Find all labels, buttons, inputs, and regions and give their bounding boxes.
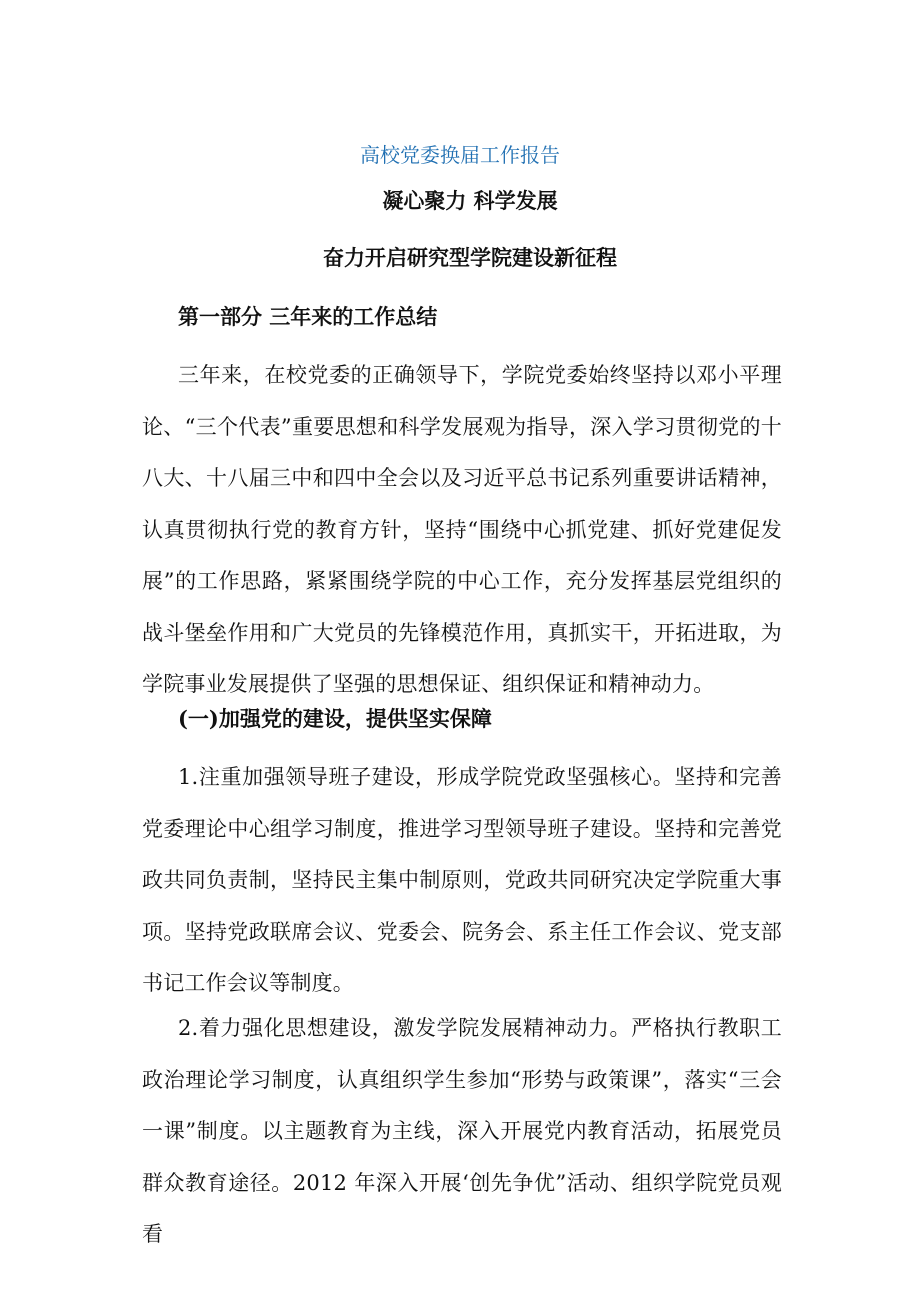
paragraph-ideology: 2.着力强化思想建设，激发学院发展精神动力。严格执行教职工政治理论学习制度，认真组织学生参加“形势与政策课”，落实“三会一课”制度。以主题教育为主线，深入开展党内教育活动，拓展党员群众教育途径。2012 年深入开展‘创先争优”活动、组织学院党员观看 <box>142 1016 782 1246</box>
paragraph-leadership: 1.注重加强领导班子建设，形成学院党政坚强核心。坚持和完善党委理论中心组学习制度，推进学习型领导班子建设。坚持和完善党政共同负责制，坚持民主集中制原则，党政共同研究决定学院重大事项。坚持党政联席会议、党委会、院务会、系主任工作会议、党支部书记工作会议等制度。 <box>142 765 782 995</box>
subtitle-line-2: 奋力开启研究型学院建设新征程 <box>323 245 617 270</box>
subtitle-line-1: 凝心聚力 科学发展 <box>382 188 558 213</box>
paragraph-summary: 三年来，在校党委的正确领导下，学院党委始终坚持以邓小平理论、“三个代表”重要思想和科学发展观为指导，深入学习贯彻党的十八大、十八届三中和四中全会以及习近平总书记系列重要讲话精神，认真贯彻执行党的教育方针，坚持“围绕中心抓党建、抓好党建促发展”的工作思路，紧紧围绕学院的中心工作，充分发挥基层党组织的战斗堡垒作用和广大党员的先锋模范作用，真抓实干，开拓进取，为学院事业发展提供了坚强的思想保证、组织保证和精神动力。 <box>142 363 782 696</box>
document-title: 高校党委换届工作报告 <box>360 143 560 167</box>
section-1-heading: (一)加强党的建设，提供坚实保障 <box>178 706 492 731</box>
part-1-heading: 第一部分 三年来的工作总结 <box>178 304 438 329</box>
